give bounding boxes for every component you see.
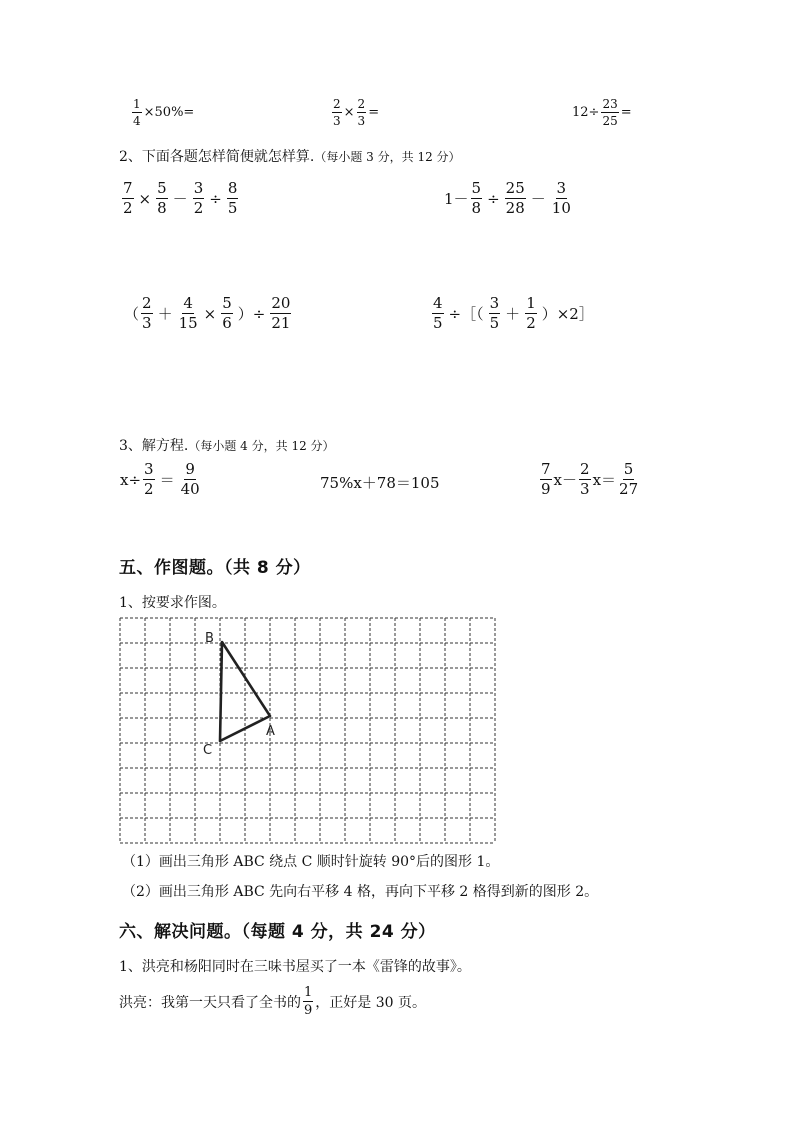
question-2-title xyxy=(119,146,461,166)
fraction-numerator: 2 xyxy=(580,460,590,478)
q3-equation-3 xyxy=(538,462,641,497)
fraction-numerator: 2 xyxy=(357,97,366,111)
fraction-denominator: 9 xyxy=(304,1003,313,1018)
fraction-denominator: 25 xyxy=(602,114,618,128)
expression-text: x＝ xyxy=(592,471,617,489)
fraction-numerator: 7 xyxy=(123,179,133,197)
q2-problem-1 xyxy=(120,181,240,216)
fraction-denominator: 3 xyxy=(333,114,341,128)
vertex-label-c: C xyxy=(203,743,213,758)
fraction-numerator: 2 xyxy=(333,97,341,111)
operator: × xyxy=(343,105,355,120)
fraction-denominator: 3 xyxy=(142,314,152,332)
fraction-denominator: 2 xyxy=(123,199,133,217)
section-5-heading: 五、作图题。（共 8 分） xyxy=(119,558,311,578)
triangle-abc xyxy=(220,642,270,741)
expression-text: x－ xyxy=(553,471,578,489)
fraction-numerator: 20 xyxy=(271,294,291,312)
q2-problem-4 xyxy=(430,296,597,331)
fraction-numerator: 1 xyxy=(133,97,141,111)
fraction-numerator: 8 xyxy=(227,179,238,197)
fraction-numerator: 1 xyxy=(304,985,313,1000)
fraction-numerator: 4 xyxy=(433,294,443,312)
fraction-numerator: 3 xyxy=(556,179,567,197)
operator: × xyxy=(138,189,152,208)
q2-problem-3 xyxy=(124,296,293,331)
operator: ÷［（ xyxy=(448,305,484,323)
grid-lines xyxy=(120,618,495,843)
fraction-denominator: 28 xyxy=(505,199,525,217)
question-text: 3、解方程. xyxy=(119,438,189,454)
section-6-question-1: 1、洪亮和杨阳同时在三味书屋买了一本《雷锋的故事》。 xyxy=(119,959,471,975)
equals-sign: ＝ xyxy=(159,471,175,489)
fraction-denominator: 8 xyxy=(471,199,482,217)
equals-sign: = xyxy=(620,105,632,120)
fraction-denominator: 9 xyxy=(541,480,551,498)
fraction-numerator: 3 xyxy=(144,460,154,478)
fraction-denominator: 8 xyxy=(157,199,167,217)
operator: － xyxy=(530,190,546,208)
fraction-denominator: 2 xyxy=(193,199,204,217)
fraction-numerator: 5 xyxy=(623,460,634,478)
grid-svg xyxy=(118,616,498,846)
fraction-denominator: 40 xyxy=(180,480,200,498)
fraction-denominator: 2 xyxy=(526,314,536,332)
fraction-denominator: 6 xyxy=(222,314,232,332)
fraction-numerator: 7 xyxy=(541,460,551,478)
fraction-numerator: 5 xyxy=(157,179,167,197)
fraction-numerator: 5 xyxy=(222,294,232,312)
q3-equation-1 xyxy=(120,462,203,497)
fraction-denominator: 5 xyxy=(489,314,500,332)
fraction-denominator: 2 xyxy=(144,480,154,498)
operator: ＋ xyxy=(157,305,173,323)
question-3-title xyxy=(119,435,335,455)
vertex-label-a: A xyxy=(266,724,275,739)
operator: ÷ xyxy=(209,189,222,208)
q3-equation-2 xyxy=(320,472,440,493)
operator: ）÷ xyxy=(237,305,266,323)
score-note: （每小题 4 分，共 12 分） xyxy=(188,439,335,453)
left-paren: （ xyxy=(124,305,140,323)
fraction-denominator: 21 xyxy=(271,314,291,332)
expression-text: 75%x＋78＝105 xyxy=(320,474,440,492)
operator: － xyxy=(172,190,188,208)
fraction-denominator: 3 xyxy=(357,114,366,128)
operator: × xyxy=(203,304,217,323)
fraction-numerator: 3 xyxy=(193,179,204,197)
fraction-numerator: 25 xyxy=(505,179,525,197)
question-text: 2、下面各题怎样简便就怎样算. xyxy=(119,149,315,165)
fraction-denominator: 15 xyxy=(178,314,198,332)
fraction-denominator: 3 xyxy=(580,480,590,498)
fraction-numerator: 5 xyxy=(471,179,482,197)
fraction-numerator: 4 xyxy=(183,294,193,312)
fraction-denominator: 4 xyxy=(133,114,141,128)
calc-1-quarter-times-50pct xyxy=(130,98,194,127)
calc-3-twelve-divided xyxy=(572,98,632,127)
operator: ）×2］ xyxy=(541,305,594,323)
fraction-numerator: 23 xyxy=(602,97,618,111)
drawing-requirement-2: （2）画出三角形 ABC 先向右平移 4 格，再向下平移 2 格得到新的图形 2。 xyxy=(122,884,599,900)
section-5-question-1: 1、按要求作图。 xyxy=(119,595,226,611)
calc-2-thirds-product xyxy=(330,98,379,127)
expression-text: ×50%= xyxy=(143,105,195,120)
expression-text: 12÷ xyxy=(572,105,600,120)
score-note: （每小题 3 分，共 12 分） xyxy=(314,150,461,164)
expression-text: x÷ xyxy=(120,470,142,489)
drawing-requirement-1: （1）画出三角形 ABC 绕点 C 顺时针旋转 90°后的图形 1。 xyxy=(122,854,500,870)
fraction-denominator: 10 xyxy=(551,199,571,217)
expression-text: 1－ xyxy=(444,190,469,208)
operator: ÷ xyxy=(487,189,500,208)
fraction-denominator: 27 xyxy=(619,480,639,498)
fraction-denominator: 5 xyxy=(227,199,238,217)
fraction-numerator: 2 xyxy=(142,294,152,312)
drawing-grid xyxy=(118,616,498,850)
statement-text: 洪亮：我第一天只看了全书的 xyxy=(119,994,301,1011)
equals-sign: = xyxy=(368,105,380,120)
fraction-numerator: 1 xyxy=(526,294,536,312)
q2-problem-2 xyxy=(444,181,574,216)
fraction-numerator: 9 xyxy=(185,460,195,478)
fraction-denominator: 5 xyxy=(433,314,443,332)
section-6-heading: 六、解决问题。（每题 4 分，共 24 分） xyxy=(119,922,436,942)
operator: ＋ xyxy=(505,305,521,323)
statement-text: ，正好是 30 页。 xyxy=(315,994,426,1011)
fraction-numerator: 3 xyxy=(489,294,500,312)
vertex-label-b: B xyxy=(205,631,214,646)
hongliang-statement xyxy=(119,986,426,1017)
